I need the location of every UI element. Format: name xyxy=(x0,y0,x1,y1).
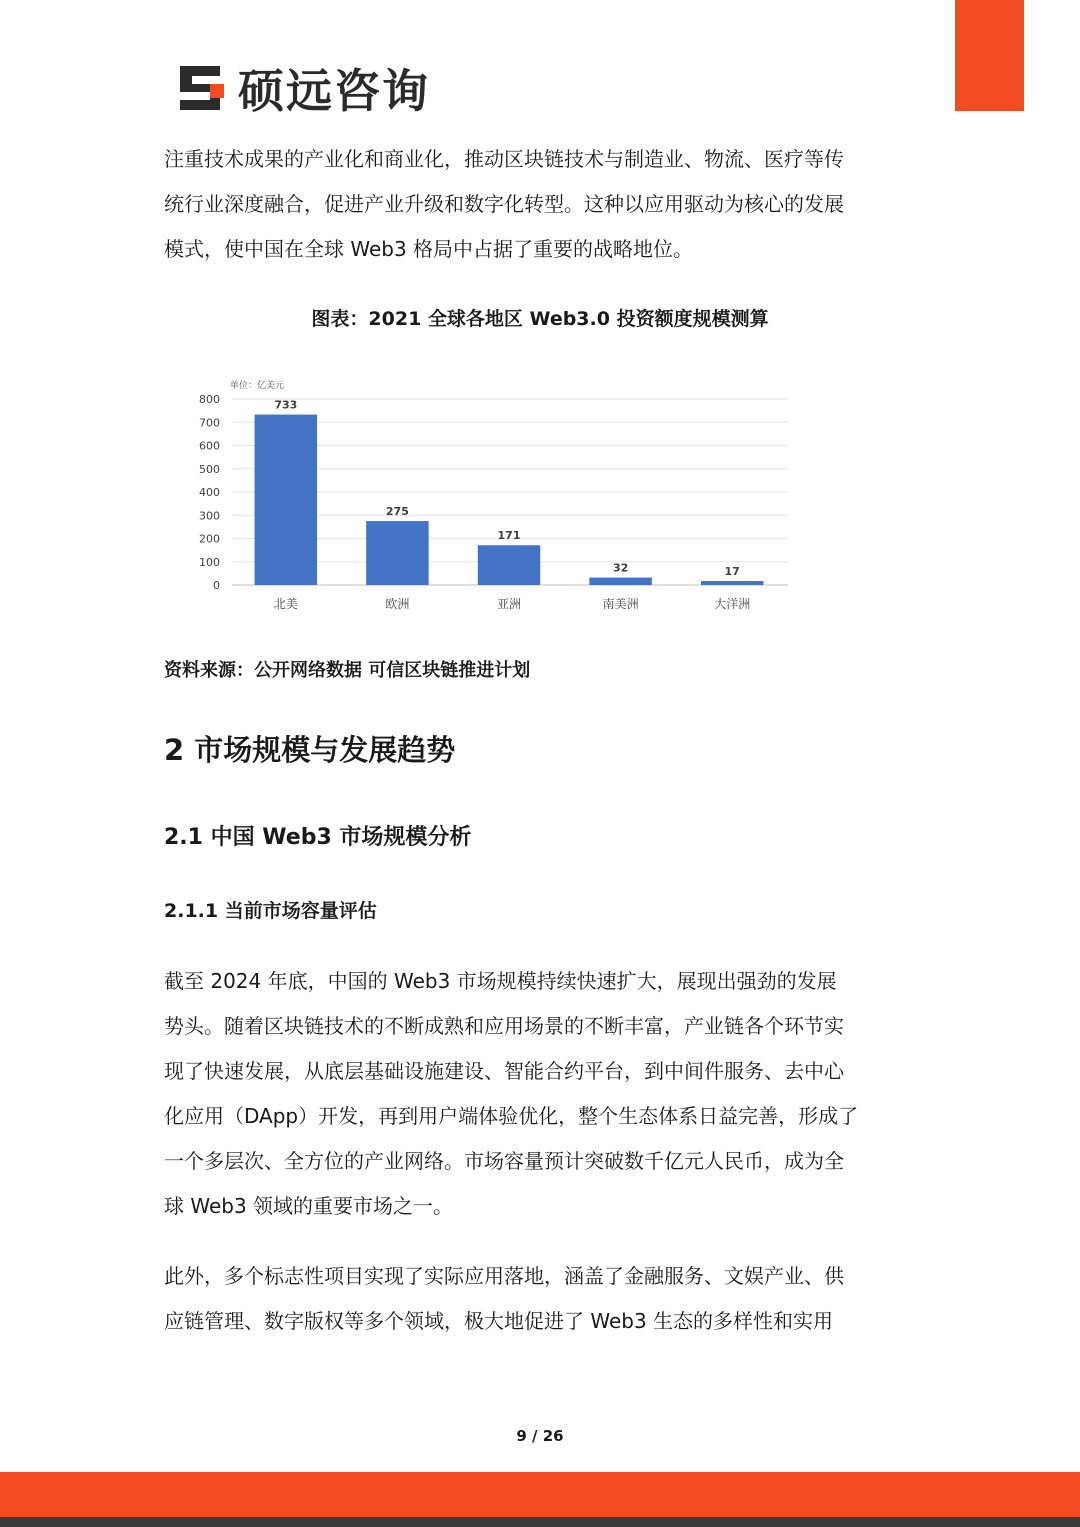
paragraph-line: 统行业深度融合，促进产业升级和数字化转型。这种以应用驱动为核心的发展 xyxy=(164,192,844,216)
page-number: 9 / 26 xyxy=(516,1427,564,1445)
bar xyxy=(589,578,651,585)
y-tick-label: 500 xyxy=(199,462,220,476)
corner-accent-block xyxy=(955,0,1024,111)
y-tick-label: 200 xyxy=(199,532,220,546)
data-label: 733 xyxy=(274,398,298,412)
x-tick-label: 大洋洲 xyxy=(714,597,751,611)
market-paragraph xyxy=(164,959,916,1229)
projects-paragraph xyxy=(164,1254,916,1344)
x-tick-label: 欧洲 xyxy=(385,597,410,611)
footer-accent-bar xyxy=(0,1472,1080,1517)
subsection-heading: 2.1 中国 Web3 市场规模分析 xyxy=(164,825,472,850)
bar xyxy=(701,581,763,585)
paragraph-line: 化应用（DApp）开发，再到用户端体验优化，整个生态体系日益完善，形成了 xyxy=(164,1104,859,1128)
section-heading: 2 市场规模与发展趋势 xyxy=(164,733,456,767)
data-label: 171 xyxy=(497,529,521,543)
paragraph-line: 现了快速发展，从底层基础设施建设、智能合约平台，到中间件服务、去中心 xyxy=(164,1059,844,1083)
data-label: 275 xyxy=(385,505,409,519)
bar xyxy=(255,415,317,585)
data-label: 32 xyxy=(612,561,629,575)
y-tick-label: 800 xyxy=(199,393,220,406)
bar xyxy=(366,521,428,585)
x-tick-label: 亚洲 xyxy=(496,597,522,611)
paragraph-line: 此外，多个标志性项目实现了实际应用落地，涵盖了金融服务、文娱产业、供 xyxy=(164,1264,844,1288)
paragraph-line: 模式，使中国在全球 Web3 格局中占据了重要的战略地位。 xyxy=(164,237,694,261)
bar-chart xyxy=(190,375,800,625)
y-tick-label: 300 xyxy=(199,509,220,523)
y-tick-label: 100 xyxy=(199,555,220,569)
data-label: 17 xyxy=(724,565,740,579)
company-logo xyxy=(176,58,430,118)
intro-paragraph xyxy=(164,137,916,272)
source-note: 资料来源：公开网络数据 可信区块链推进计划 xyxy=(164,660,531,681)
logo-mark-icon xyxy=(176,62,228,114)
x-tick-label: 北美 xyxy=(273,597,298,611)
paragraph-line: 势头。随着区块链技术的不断成熟和应用场景的不断丰富，产业链各个环节实 xyxy=(164,1014,844,1038)
paragraph-line: 一个多层次、全方位的产业网络。市场容量预计突破数千亿元人民币，成为全 xyxy=(164,1149,844,1173)
chart-title: 图表：2021 全球各地区 Web3.0 投资额度规模测算 xyxy=(311,308,769,330)
paragraph-line: 截至 2024 年底，中国的 Web3 市场规模持续快速扩大，展现出强劲的发展 xyxy=(164,969,837,993)
chart-unit-label: 单位：亿美元 xyxy=(230,381,285,391)
y-tick-label: 400 xyxy=(199,486,220,499)
y-tick-label: 600 xyxy=(199,439,220,453)
paragraph-line: 球 Web3 领域的重要市场之一。 xyxy=(164,1194,454,1218)
y-tick-label: 0 xyxy=(213,579,220,592)
bar xyxy=(478,545,540,585)
logo-text: 硕远咨询 xyxy=(238,64,430,118)
subsubsection-heading: 2.1.1 当前市场容量评估 xyxy=(164,900,377,922)
paragraph-line: 注重技术成果的产业化和商业化，推动区块链技术与制造业、物流、医疗等传 xyxy=(164,147,844,171)
x-tick-label: 南美洲 xyxy=(602,597,639,611)
y-tick-label: 700 xyxy=(199,416,220,430)
paragraph-line: 应链管理、数字版权等多个领域，极大地促进了 Web3 生态的多样性和实用 xyxy=(164,1309,834,1333)
footer-dark-bar xyxy=(0,1517,1080,1527)
